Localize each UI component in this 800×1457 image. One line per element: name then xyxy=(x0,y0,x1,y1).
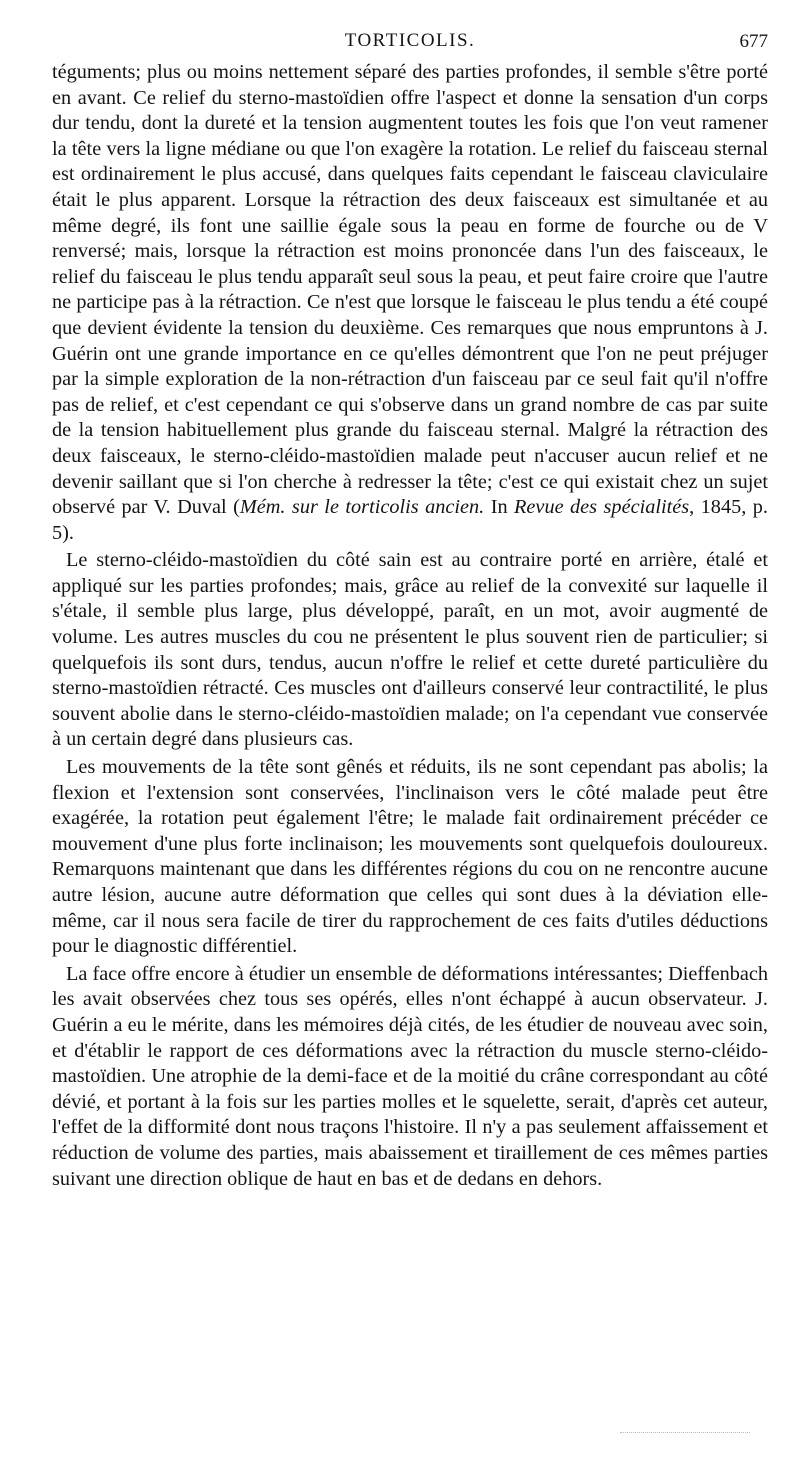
reference-tail: , 1845, p. 5). xyxy=(52,496,768,544)
book-page xyxy=(52,26,768,1192)
running-head xyxy=(52,26,768,60)
page-number: 677 xyxy=(739,31,768,52)
reference-in: In xyxy=(484,496,515,519)
paragraph-2: Le sterno-cléido-mastoïdien du côté sain est au contraire porté en arrière, étalé et appliqué sur les parties profondes; mais, grâce au relief de la convexité sur laquelle il s'étale, il semble plus large, plus développé, paraît, en un mot, avoir augmenté de volume. Les autres muscles du cou ne présentent le plus souvent rien de particulier; si quelquefois ils sont durs, tendus, aucun n'offre le relief et cette dureté particulière du sterno-mastoïdien rétracté. Ces muscles ont d'ailleurs conservé leur contractilité, le plus souvent abolie dans le sterno-cléido-mastoïdien malade; on l'a cependant vue conservée à un certain degré dans plusieurs cas. xyxy=(52,549,768,751)
paragraph-1-text: téguments; plus ou moins nettement séparé des parties profondes, il semble s'être porté en avant. Ce relief du sterno-mastoïdien offre l'aspect et donne la sensation d'un corps dur tendu, dont la dureté et la tension augmentent toutes les fois que l'on veut ramener la tête vers la ligne médiane ou que l'on exagère la rotation. Le relief du faisceau sternal est ordinairement le plus accusé, dans quelques faits cependant le faisceau claviculaire était le plus apparent. Lorsque la rétraction des deux faisceaux est simultanée et au même degré, ils font une saillie égale sous la peau en forme de fourche ou de V renversé; mais, lorsque la rétraction est moins prononcée dans l'un des faisceaux, le relief du faisceau le plus tendu apparaît seul sous la peau, et peut faire croire que l'autre ne participe pas à la rétraction. Ce n'est que lorsque le faisceau le plus tendu a été coupé que devient évidente la tension du deuxième. Ces remarques que nous empruntons à J. Guérin ont une grande importance en ce qu'elles démontrent que l'on ne peut préjuger par la simple exploration de la non-rétraction d'un faisceau par ce seul fait qu'il n'offre pas de relief, et c'est cependant ce qui s'observe dans un grand nombre de cas par suite de la tension habituellement plus grande du faisceau sternal. Malgré la rétraction des deux faisceaux, le sterno-cléido-mastoïdien malade peut n'accuser aucun relief et ne devenir saillant que si l'on cherche à redresser la tête; c'est ce qui existait chez un sujet observé par V. Duval ( xyxy=(52,61,768,519)
paragraph-3: Les mouvements de la tête sont gênés et réduits, ils ne sont cependant pas abolis; la flexion et l'extension sont conservées, l'inclinaison vers le côté malade peut être exagérée, la rotation peut également l'être; le malade fait ordinairement précéder ce mouvement d'une plus forte inclinaison; les mouvements sont quelquefois douloureux. Remarquons maintenant que dans les différentes régions du cou on ne rencontre aucune autre lésion, aucune autre déformation que celles qui sont dues à la déviation elle-même, car il nous sera facile de tirer du rapprochement de ces faits d'utiles déductions pour le diagnostic différentiel. xyxy=(52,756,768,958)
reference-journal: Revue des spécialités xyxy=(514,496,690,519)
footer-smudge xyxy=(620,1432,750,1437)
paragraph-4: La face offre encore à étudier un ensemble de déformations intéressantes; Dieffenbach les avait observées chez tous ses opérés, elles n'ont échappé à aucun observateur. J. Guérin a eu le mérite, dans les mémoires déjà cités, de les étudier de nouveau avec soin, et d'établir le rapport de ces déformations avec la rétraction du muscle sterno-cléido-mastoïdien. Une atrophie de la demi-face et de la moitié du crâne correspondant au côté dévié, et portant à la fois sur les parties molles et le squelette, serait, d'après cet auteur, l'effet de la difformité dont nous traçons l'histoire. Il n'y a pas seulement affaissement et réduction de volume des parties, mais abaissement et tiraillement de ces mêmes parties suivant une direction oblique de haut en bas et de dedans en dehors. xyxy=(52,962,768,1190)
running-title: TORTICOLIS. xyxy=(344,30,476,51)
reference-title: Mém. sur le torticolis ancien. xyxy=(239,496,485,519)
paragraph-1 xyxy=(52,60,768,546)
body-text xyxy=(52,60,768,1192)
